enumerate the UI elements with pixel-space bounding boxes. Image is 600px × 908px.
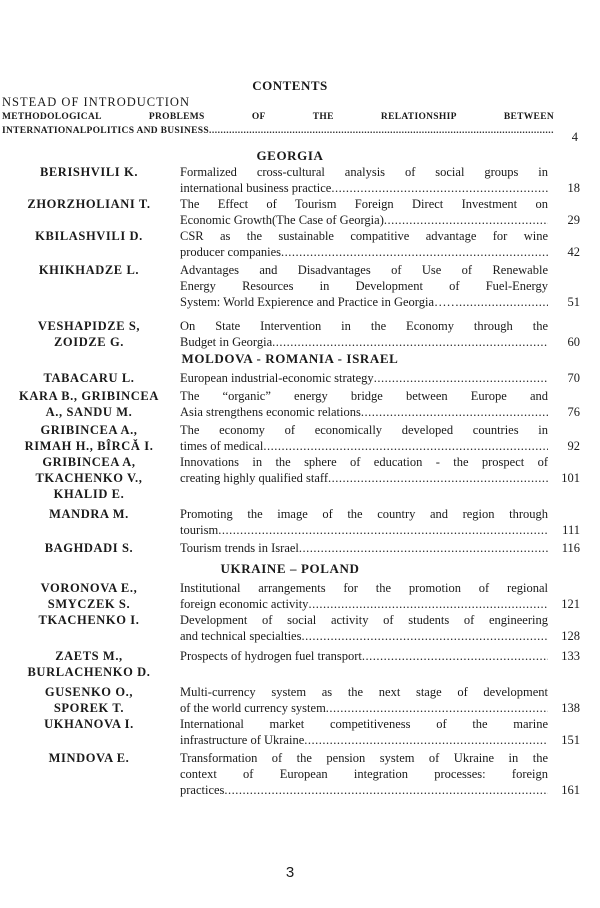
author-line: TKACHENKO V.,	[35, 471, 143, 485]
title-line	[180, 294, 548, 310]
author-line: TKACHENKO I.	[38, 613, 140, 627]
title-line	[180, 732, 548, 748]
entry-title	[180, 540, 548, 556]
title-line-text: of the world currency system	[180, 701, 326, 715]
author-line: RIMAH H., BÎRCĂ I.	[24, 439, 154, 453]
entry-authors	[0, 648, 178, 680]
author-line: GRIBINCEA A,	[42, 455, 136, 469]
entry-page-number: 76	[567, 405, 580, 419]
author-line: BURLACHENKO D.	[27, 665, 151, 679]
title-line-text: infrastructure of Ukraine	[180, 733, 305, 747]
title-line-text: The economy of economically developed countries in	[180, 423, 548, 437]
title-line-text: Promoting the image of the country and region through	[180, 507, 548, 521]
intro-word: THE	[312, 112, 334, 122]
intro-line-2	[2, 110, 554, 124]
title-line-text: European industrial-economic strategy	[180, 371, 374, 385]
section-heading: MOLDOVA - ROMANIA - ISRAEL	[181, 351, 399, 366]
entry-page-number: 60	[567, 335, 580, 349]
intro-word: BETWEEN	[503, 112, 554, 122]
section-heading: UKRAINE – POLAND	[220, 561, 360, 576]
intro-line-1: NSTEAD OF INTRODUCTION	[2, 95, 190, 109]
intro-line-3	[2, 124, 554, 138]
entry-page-number: 133	[561, 649, 580, 663]
author-line: SPOREK T.	[53, 701, 125, 715]
entry-page-number: 51	[567, 295, 580, 309]
title-line-text: tourism	[180, 523, 219, 537]
entry-authors	[0, 580, 178, 612]
title-line	[180, 470, 548, 486]
intro-word: RELATIONSHIP	[380, 112, 457, 122]
entry-page-number: 42	[567, 245, 580, 259]
title-line-text: foreign economic activity	[180, 597, 309, 611]
title-line	[180, 278, 548, 294]
title-line-text: Tourism trends in Israel	[180, 541, 299, 555]
author-line: BERISHVILI K.	[39, 165, 139, 179]
author-line: KHALID E.	[53, 487, 125, 501]
title-line	[180, 700, 548, 716]
title-line	[180, 522, 548, 538]
title-line	[180, 228, 548, 244]
entry-title	[180, 750, 548, 798]
title-line	[180, 540, 548, 556]
author-line: MINDOVA E.	[48, 751, 130, 765]
entry-title	[180, 228, 548, 260]
entry-title	[180, 262, 548, 310]
intro-word: OF	[251, 112, 266, 122]
entry-title	[180, 318, 548, 350]
author-line: KBILASHVILI D.	[35, 229, 143, 243]
title-line-text: times of medical	[180, 439, 264, 453]
author-line: VORONOVA E.,	[40, 581, 138, 595]
title-line-text: practices	[180, 783, 225, 797]
section-heading: GEORGIA	[256, 148, 324, 163]
entry-authors	[0, 684, 178, 716]
title-line-text: and technical specialties	[180, 629, 302, 643]
title-line	[180, 596, 548, 612]
entry-title	[180, 648, 548, 664]
entry-page-number: 29	[567, 213, 580, 227]
title-line	[180, 422, 548, 438]
title-line-text: Formalized cross-cultural analysis of social groups in	[180, 165, 548, 179]
author-line: VESHAPIDZE S,	[37, 319, 141, 333]
title-line-text: producer companies	[180, 245, 282, 259]
author-line: KARA B., GRIBINCEA	[19, 389, 159, 403]
folio-page-number: 3	[285, 864, 295, 881]
title-line	[180, 782, 548, 798]
entry-page-number: 151	[561, 733, 580, 747]
entry-title	[180, 422, 548, 454]
entry-page-number: 111	[562, 523, 580, 537]
entry-title	[180, 164, 548, 196]
title-line-text: Asia strengthens economic relations	[180, 405, 361, 419]
author-line: ZHORZHOLIANI T.	[27, 197, 151, 211]
intro-word: PROBLEMS	[148, 112, 205, 122]
introduction-entry	[2, 95, 594, 144]
entry-authors	[0, 612, 178, 628]
entry-title	[180, 716, 548, 748]
entry-authors	[0, 262, 178, 278]
title-line	[180, 334, 548, 350]
title-line	[180, 318, 548, 334]
entry-authors	[0, 196, 178, 212]
title-line-text: Institutional arrangements for the promotion of regional	[180, 581, 548, 595]
entry-authors	[0, 422, 178, 454]
intro-word: METHODOLOGICAL	[2, 112, 102, 122]
entry-page-number: 101	[561, 471, 580, 485]
author-line: TABACARU L.	[43, 371, 135, 385]
entry-authors	[0, 454, 178, 502]
entry-page-number: 70	[567, 371, 580, 385]
entry-title	[180, 370, 548, 386]
entry-authors	[0, 388, 178, 420]
entry-title	[180, 196, 548, 228]
entry-page-number: 18	[567, 181, 580, 195]
entry-authors	[0, 164, 178, 180]
title-line	[180, 404, 548, 420]
title-line	[180, 164, 548, 180]
title-line-text: Advantages and Disadvantages of Use of Renewable	[180, 263, 548, 277]
entry-title	[180, 506, 548, 538]
author-line: UKHANOVA I.	[44, 717, 134, 731]
author-line: SMYCZEK S.	[47, 597, 131, 611]
entry-authors	[0, 318, 178, 350]
entry-title	[180, 612, 548, 644]
title-line	[180, 244, 548, 260]
entry-title	[180, 580, 548, 612]
title-line	[180, 454, 548, 470]
entry-authors	[0, 506, 178, 522]
title-line	[180, 716, 548, 732]
entry-authors	[0, 716, 178, 732]
title-line	[180, 612, 548, 628]
author-line: ZAETS M.,	[55, 649, 123, 663]
title-line	[180, 438, 548, 454]
entry-page-number: 116	[561, 541, 580, 555]
entry-title	[180, 388, 548, 420]
title-line	[180, 648, 548, 664]
title-line	[180, 684, 548, 700]
author-line: MANDRA M.	[49, 507, 129, 521]
entry-authors	[0, 540, 178, 556]
title-line-text: Innovations in the sphere of education - the prospect of	[180, 455, 548, 469]
title-line-text: On State Intervention in the Economy through the	[180, 319, 548, 333]
title-line	[180, 180, 548, 196]
title-line-text: Economic Growth(The Case of Georgia)	[180, 213, 384, 227]
author-line: GUSENKO O.,	[44, 685, 134, 699]
title-line	[180, 628, 548, 644]
title-line-text: System: World Expierence and Practice in Georgia……	[180, 295, 460, 309]
entry-page-number: 121	[561, 597, 580, 611]
author-line: KHIKHADZE L.	[38, 263, 140, 277]
title-line-text: The Effect of Tourism Foreign Direct Investment on	[180, 197, 548, 211]
title-line-text: The “organic” energy bridge between Europe and	[180, 389, 548, 403]
entry-title	[180, 684, 548, 716]
title-line	[180, 766, 548, 782]
entry-title	[180, 454, 548, 486]
title-line	[180, 370, 548, 386]
entry-page-number: 92	[567, 439, 580, 453]
title-line-text: Multi-currency system as the next stage of development	[180, 685, 548, 699]
author-line: BAGHDADI S.	[44, 541, 134, 555]
title-line	[180, 262, 548, 278]
title-line-text: creating highly qualified staff	[180, 471, 328, 485]
author-line: GRIBINCEA A.,	[40, 423, 138, 437]
title-line	[180, 212, 548, 228]
title-line-text: CSR as the sustainable compatitive advantage for wine	[180, 229, 548, 243]
title-line-text: Development of social activity of students of engineering	[180, 613, 548, 627]
title-line	[180, 580, 548, 596]
entry-authors	[0, 228, 178, 244]
entry-authors	[0, 750, 178, 766]
title-line	[180, 750, 548, 766]
intro-line-3-text: INTERNATIONALPOLITICS AND BUSINESS	[2, 126, 209, 136]
title-line-text: Energy Resources in Development of Fuel-Energy	[180, 279, 548, 293]
intro-page-number: 4	[571, 130, 578, 144]
entry-page-number: 128	[561, 629, 580, 643]
entry-page-number: 161	[561, 783, 580, 797]
title-line-text: Budget in Georgia	[180, 335, 273, 349]
title-line-text: Prospects of hydrogen fuel transport	[180, 649, 362, 663]
title-line	[180, 196, 548, 212]
author-line: A., SANDU M.	[45, 405, 133, 419]
author-line: ZOIDZE G.	[54, 335, 124, 349]
entry-page-number: 138	[561, 701, 580, 715]
page-title: CONTENTS	[252, 78, 328, 93]
title-line-text: Transformation of the pension system of Ukraine in the	[180, 751, 548, 765]
title-line	[180, 506, 548, 522]
title-line-text: international business practice	[180, 181, 332, 195]
title-line-text: context of European integration processes: foreign	[180, 767, 548, 781]
title-line-text: International market competitiveness of the marine	[180, 717, 548, 731]
entry-authors	[0, 370, 178, 386]
title-line	[180, 388, 548, 404]
